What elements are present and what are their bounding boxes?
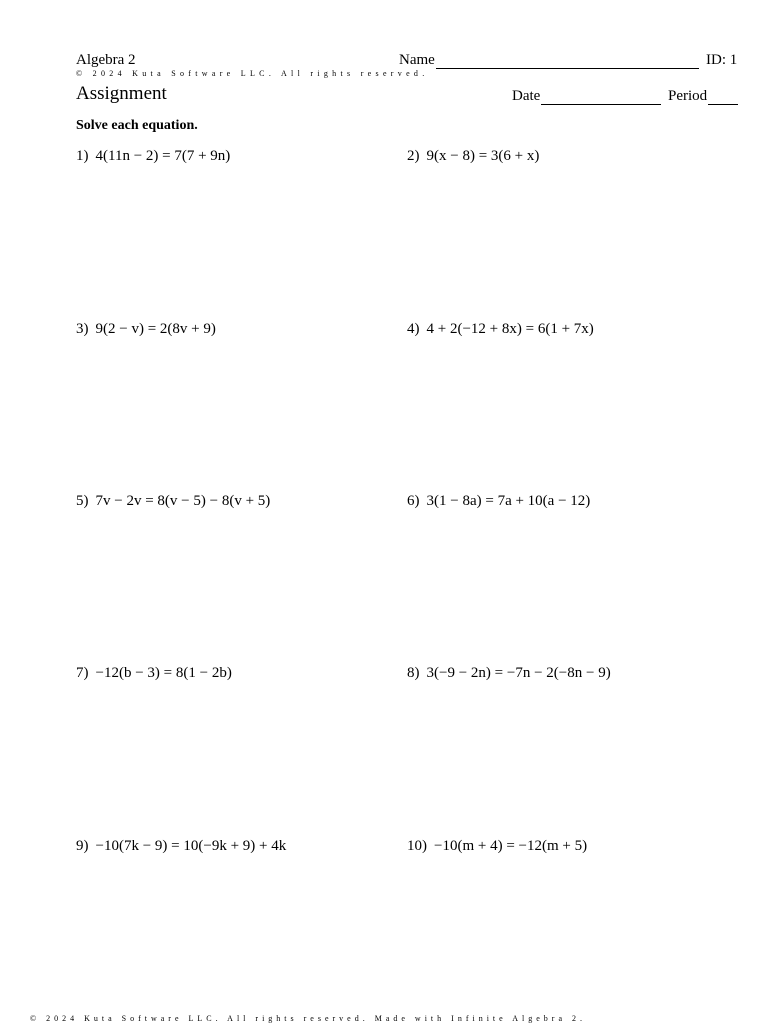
problem-3 bbox=[76, 321, 216, 338]
problem-equation: 9(x − 8) = 3(6 + x) bbox=[426, 148, 540, 164]
problem-equation: −10(m + 4) = −12(m + 5) bbox=[434, 838, 588, 854]
copyright-notice: © 2024 Kuta Software LLC. All rights reserved. bbox=[76, 69, 429, 78]
problem-number: 4) bbox=[407, 321, 420, 337]
footer-copyright: © 2024 Kuta Software LLC. All rights reserved. Made with Infinite Algebra 2. bbox=[30, 1014, 587, 1023]
date-label: Date bbox=[512, 88, 541, 104]
problem-equation: 3(−9 − 2n) = −7n − 2(−8n − 9) bbox=[426, 665, 611, 681]
problem-equation: 4(11n − 2) = 7(7 + 9n) bbox=[95, 148, 231, 164]
course-name: Algebra 2 bbox=[76, 52, 136, 68]
problem-number: 8) bbox=[407, 665, 420, 681]
problem-9 bbox=[76, 838, 286, 855]
problem-number: 3) bbox=[76, 321, 89, 337]
problem-number: 9) bbox=[76, 838, 89, 854]
problem-number: 1) bbox=[76, 148, 89, 164]
problem-number: 6) bbox=[407, 493, 420, 509]
problem-equation: 9(2 − v) = 2(8v + 9) bbox=[95, 321, 216, 337]
problem-number: 2) bbox=[407, 148, 420, 164]
name-label: Name bbox=[399, 52, 435, 68]
instructions: Solve each equation. bbox=[76, 118, 198, 133]
problem-number: 5) bbox=[76, 493, 89, 509]
problem-5 bbox=[76, 493, 270, 510]
period-label: Period bbox=[668, 88, 708, 104]
id-label: ID: 1 bbox=[706, 52, 738, 68]
problem-4 bbox=[407, 321, 594, 338]
problem-equation: 3(1 − 8a) = 7a + 10(a − 12) bbox=[426, 493, 591, 509]
problem-1 bbox=[76, 148, 230, 165]
date-blank-line bbox=[541, 88, 661, 105]
problem-6 bbox=[407, 493, 590, 510]
problem-10 bbox=[407, 838, 587, 855]
problem-equation: 7v − 2v = 8(v − 5) − 8(v + 5) bbox=[95, 493, 271, 509]
problem-equation: −12(b − 3) = 8(1 − 2b) bbox=[95, 665, 232, 681]
problem-equation: −10(7k − 9) = 10(−9k + 9) + 4k bbox=[95, 838, 287, 854]
problem-8 bbox=[407, 665, 611, 682]
name-blank-line bbox=[436, 52, 699, 69]
problem-number: 10) bbox=[407, 838, 427, 854]
problem-equation: 4 + 2(−12 + 8x) = 6(1 + 7x) bbox=[426, 321, 594, 337]
problem-2 bbox=[407, 148, 539, 165]
problem-number: 7) bbox=[76, 665, 89, 681]
worksheet-title: Assignment bbox=[76, 83, 167, 104]
period-blank-line bbox=[708, 88, 738, 105]
problem-7 bbox=[76, 665, 232, 682]
